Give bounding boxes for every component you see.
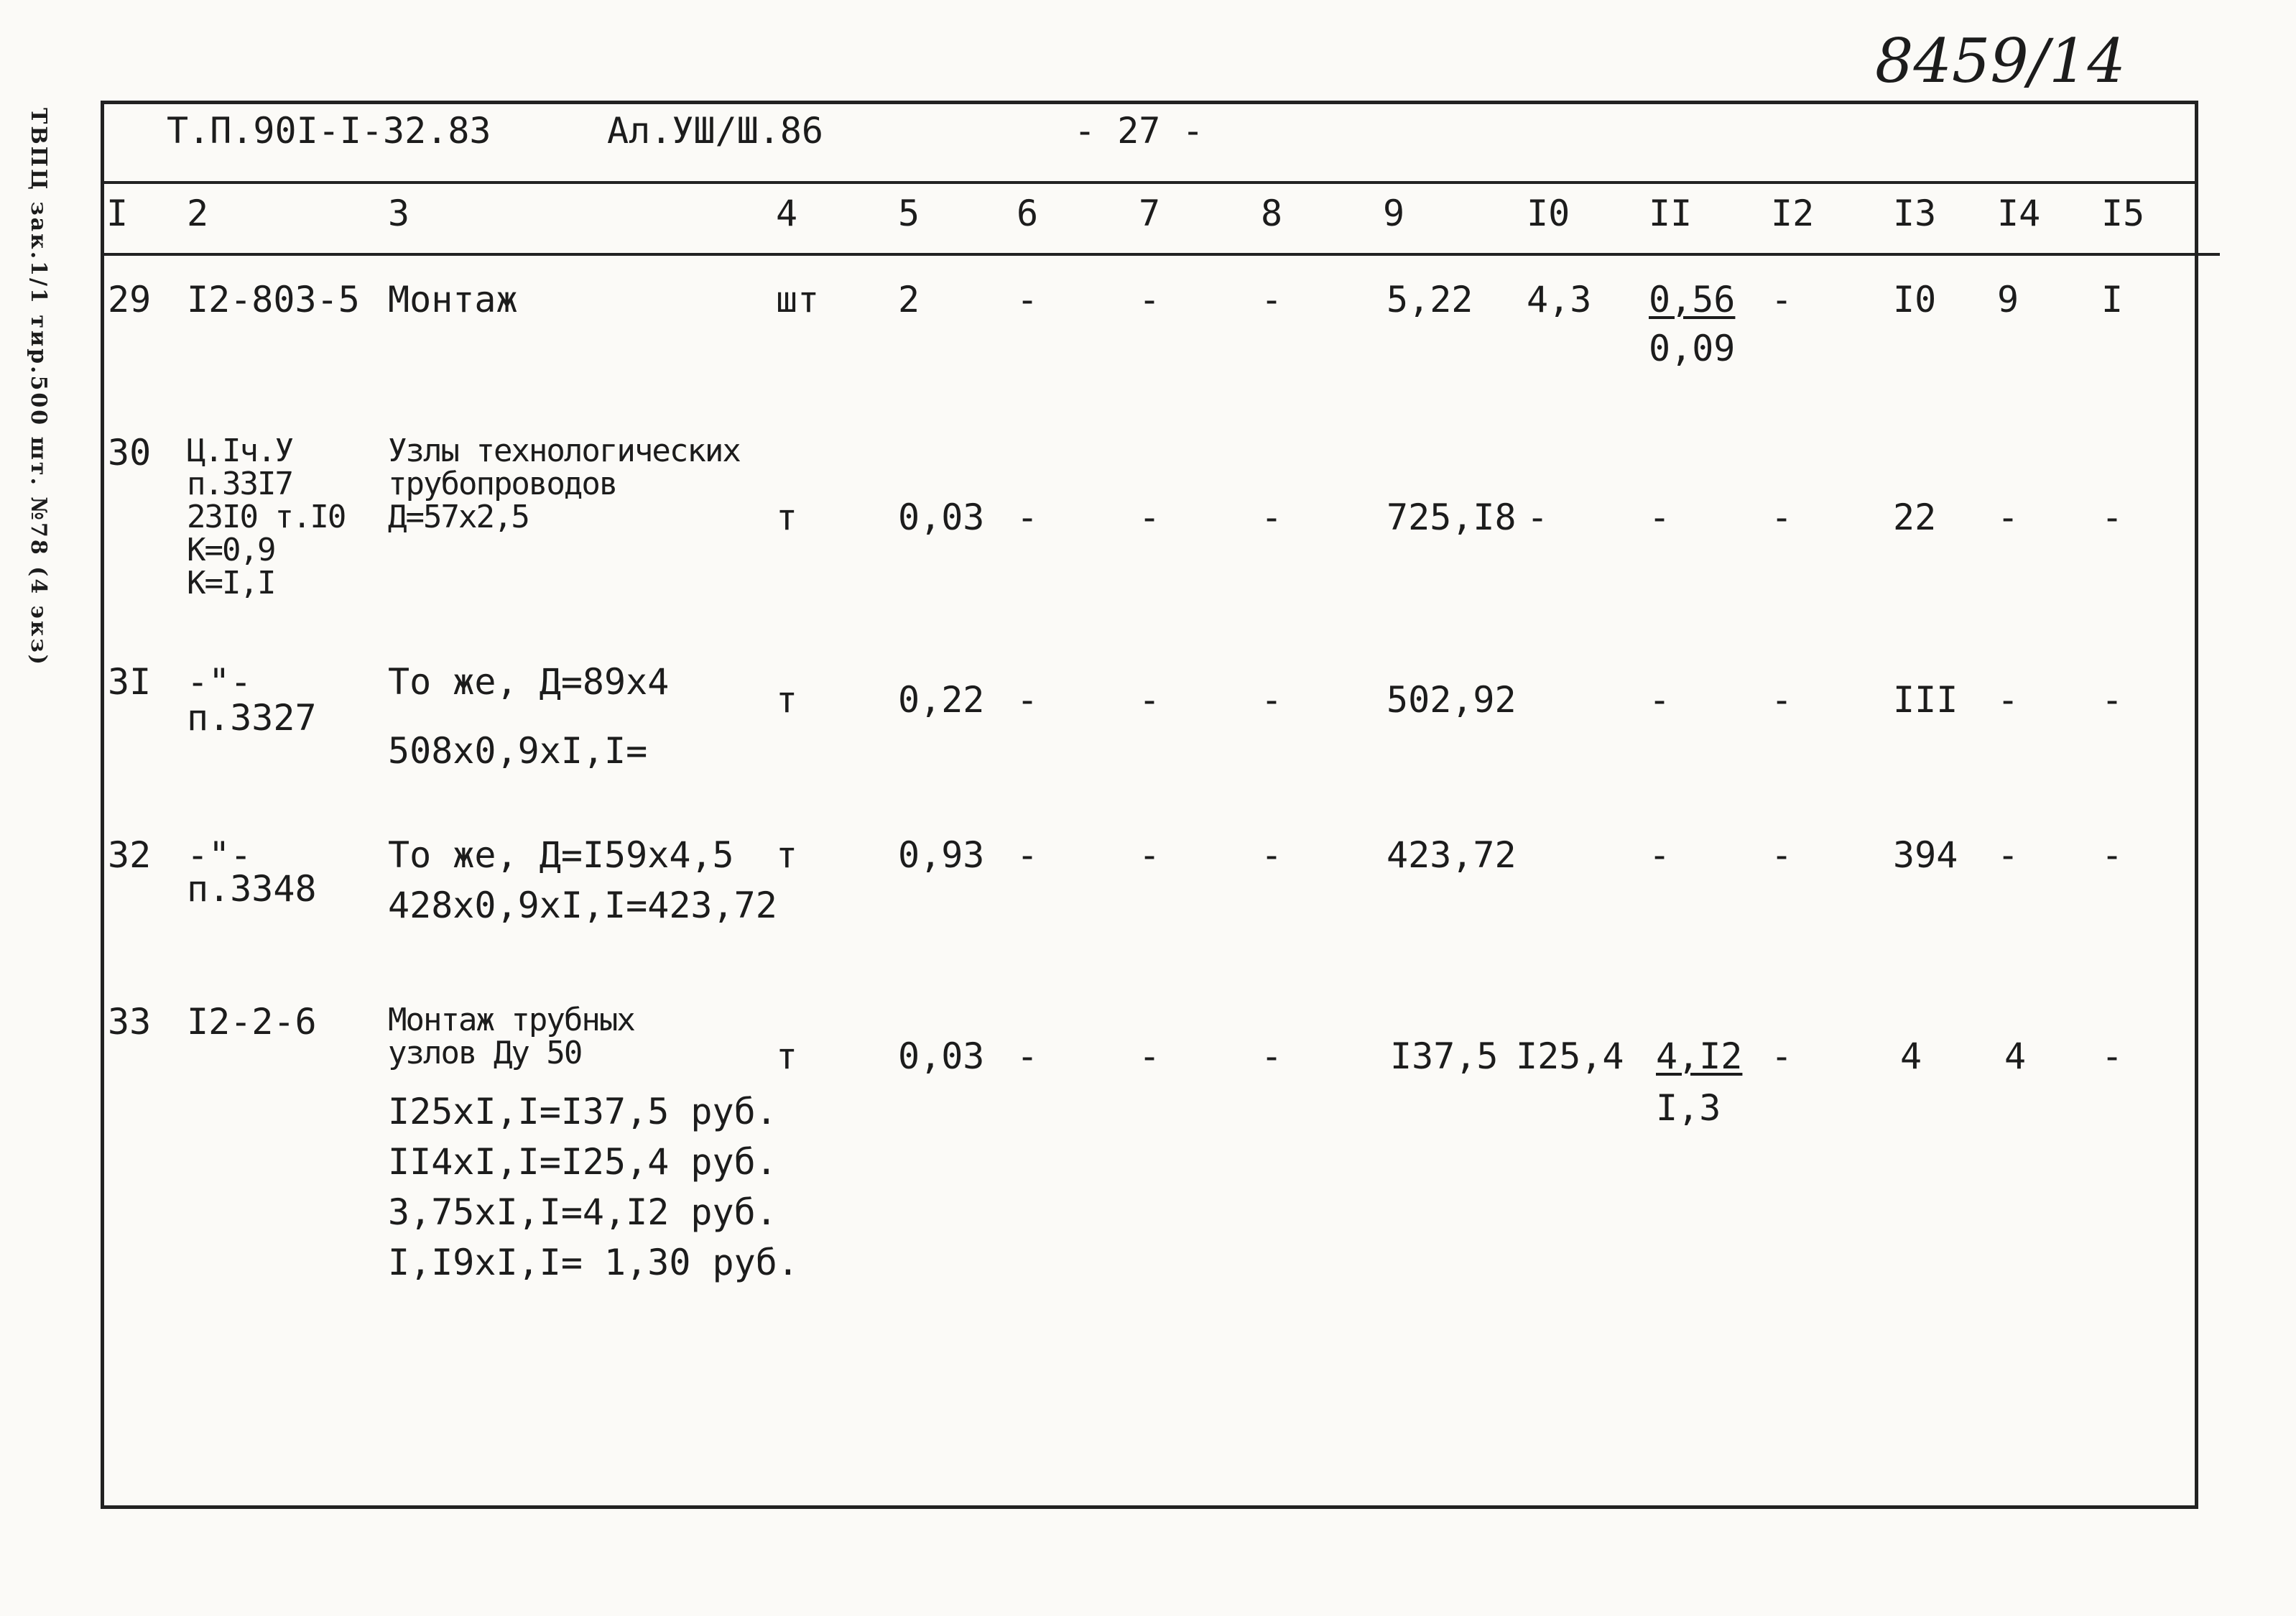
cell-col8: - — [1261, 834, 1283, 876]
norm-code-line: -"- — [187, 661, 252, 703]
column-header: 8 — [1261, 193, 1283, 234]
cell-col9: 5,22 — [1387, 279, 1473, 320]
description-line: I25хI,I=I37,5 руб. — [388, 1091, 777, 1132]
work-description: Монтаж — [388, 279, 518, 320]
cell-col10: I25,4 — [1516, 1035, 1624, 1077]
row-number: 33 — [108, 1001, 152, 1043]
cell-col11-top: 0,56 — [1649, 279, 1736, 320]
cell-col15: I — [2101, 279, 2124, 320]
cell-col9: I37,5 — [1390, 1035, 1499, 1077]
cell-col12: - — [1771, 1035, 1793, 1077]
column-header: 6 — [1017, 193, 1039, 234]
column-header: 9 — [1383, 193, 1405, 234]
norm-code-line: 23I0 т.I0 — [187, 499, 346, 535]
cell-col12: - — [1771, 497, 1793, 538]
column-header: 3 — [388, 193, 410, 234]
cell-col7: - — [1139, 679, 1161, 721]
description-line: трубопроводов — [388, 466, 617, 502]
cell-col15: - — [2101, 679, 2124, 721]
cell-col7: - — [1139, 279, 1161, 320]
column-header: 2 — [187, 193, 209, 234]
cell-col14: - — [1997, 834, 2019, 876]
cell-col14: - — [1997, 679, 2019, 721]
description-line: Д=57х2,5 — [388, 499, 529, 535]
cell-col6: - — [1017, 497, 1039, 538]
column-header: II — [1649, 193, 1693, 234]
cell-col11: - — [1649, 834, 1671, 876]
description-line: Монтаж трубных — [388, 1002, 634, 1038]
quantity: 2 — [898, 279, 920, 320]
column-header: I2 — [1771, 193, 1815, 234]
columns-divider — [101, 253, 2220, 256]
quantity: 0,22 — [898, 679, 985, 721]
description-line: I,I9хI,I= 1,30 руб. — [388, 1242, 799, 1283]
header-divider — [101, 181, 2198, 184]
cell-col6: - — [1017, 279, 1039, 320]
quantity: 0,93 — [898, 834, 985, 876]
row-number: 29 — [108, 279, 152, 320]
description-line: узлов Ду 50 — [388, 1035, 582, 1071]
quantity: 0,03 — [898, 497, 985, 538]
cell-col8: - — [1261, 279, 1283, 320]
cell-col8: - — [1261, 679, 1283, 721]
norm-code: I2-2-6 — [187, 1001, 317, 1043]
column-header: 7 — [1139, 193, 1161, 234]
cell-col9: 502,92 — [1387, 679, 1517, 721]
page-number: - 27 - — [1074, 110, 1204, 152]
column-header: I5 — [2101, 193, 2145, 234]
unit: т — [776, 497, 798, 538]
cell-col14: 4 — [2004, 1035, 2027, 1077]
norm-code-line: К=I,I — [187, 565, 275, 601]
cell-col11-bottom: 0,09 — [1649, 328, 1736, 369]
description-line: То же, Д=89х4 — [388, 661, 670, 703]
cell-col14: 9 — [1997, 279, 2019, 320]
norm-code-line: п.3348 — [187, 868, 317, 910]
cell-col12: - — [1771, 834, 1793, 876]
description-line: 508х0,9хI,I= — [388, 730, 648, 772]
cell-col11-top: 4,I2 — [1656, 1035, 1743, 1077]
margin-note-text: ТВПЦ зак.1/1 тир.500 шт. №78 (4 экз) — [26, 108, 51, 667]
description-line: Узлы технологических — [388, 433, 740, 469]
unit: т — [776, 834, 798, 876]
cell-col6: - — [1017, 834, 1039, 876]
margin-note — [7, 108, 57, 667]
norm-code-line: Ц.Iч.У — [187, 433, 292, 469]
norm-code-line: п.33I7 — [187, 466, 292, 502]
column-header: I3 — [1893, 193, 1937, 234]
cell-col11-bottom: I,3 — [1656, 1087, 1721, 1129]
cell-col8: - — [1261, 1035, 1283, 1077]
column-header: I0 — [1527, 193, 1570, 234]
cell-col12: - — [1771, 679, 1793, 721]
cell-col7: - — [1139, 834, 1161, 876]
unit: т — [776, 1035, 798, 1077]
column-header: I4 — [1997, 193, 2041, 234]
row-number: 30 — [108, 432, 152, 474]
norm-code-line: п.3327 — [187, 697, 317, 739]
cell-col15: - — [2101, 497, 2124, 538]
cell-col11: - — [1649, 679, 1671, 721]
cell-col7: - — [1139, 1035, 1161, 1077]
norm-code-line: -"- — [187, 834, 252, 876]
cell-col12: - — [1771, 279, 1793, 320]
norm-code-line: К=0,9 — [187, 532, 275, 568]
row-number: 3I — [108, 661, 152, 703]
cell-col10: 4,3 — [1527, 279, 1592, 320]
album-ref: Ал.УШ/Ш.86 — [607, 110, 824, 152]
cell-col11: - — [1649, 497, 1671, 538]
cell-col13: 394 — [1893, 834, 1958, 876]
description-line: 428х0,9хI,I=423,72 — [388, 885, 777, 926]
cell-col9: 423,72 — [1387, 834, 1517, 876]
norm-code: I2-803-5 — [187, 279, 360, 320]
cell-col6: - — [1017, 1035, 1039, 1077]
unit: шт — [776, 279, 820, 320]
column-header: 4 — [776, 193, 798, 234]
cell-col13: 4 — [1900, 1035, 1922, 1077]
cell-col7: - — [1139, 497, 1161, 538]
cell-col6: - — [1017, 679, 1039, 721]
cell-col15: - — [2101, 1035, 2124, 1077]
cell-col10: - — [1527, 497, 1549, 538]
cell-col13: I0 — [1893, 279, 1937, 320]
cell-col13: 22 — [1893, 497, 1937, 538]
description-line: То же, Д=I59х4,5 — [388, 834, 734, 876]
row-number: 32 — [108, 834, 152, 876]
description-line: 3,75хI,I=4,I2 руб. — [388, 1191, 777, 1233]
cell-col15: - — [2101, 834, 2124, 876]
handwritten-stamp: 8459/14 — [1875, 26, 2126, 96]
cell-col14: - — [1997, 497, 2019, 538]
cell-col8: - — [1261, 497, 1283, 538]
description-line: II4хI,I=I25,4 руб. — [388, 1141, 777, 1183]
column-header: 5 — [898, 193, 920, 234]
doc-code: Т.П.90I-I-32.83 — [167, 110, 491, 152]
cell-col13: III — [1893, 679, 1958, 721]
column-header: I — [106, 193, 129, 234]
quantity: 0,03 — [898, 1035, 985, 1077]
unit: т — [776, 679, 798, 721]
cell-col9: 725,I8 — [1387, 497, 1517, 538]
